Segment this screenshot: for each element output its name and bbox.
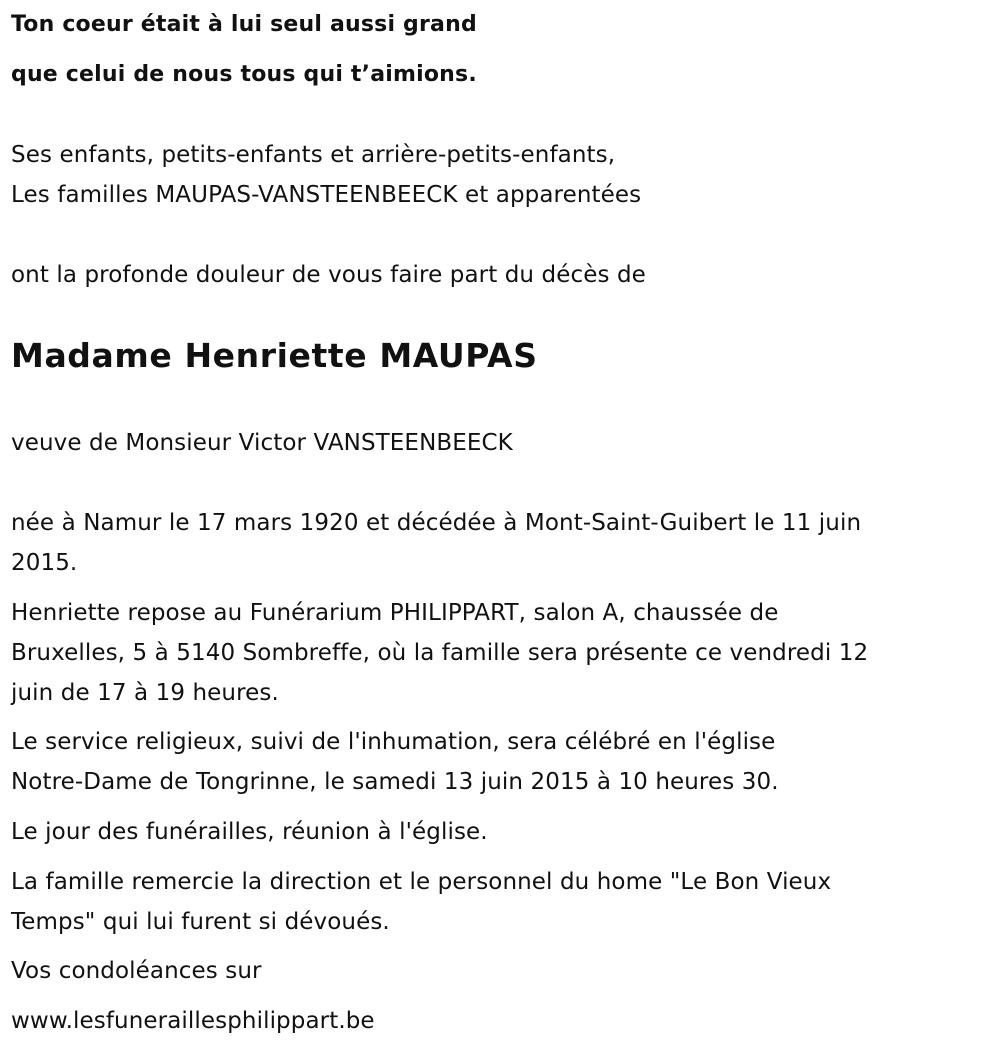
family-line-1: Ses enfants, petits-enfants et arrière-petits-enfants,	[11, 142, 616, 168]
service-line-1: Le service religieux, suivi de l'inhumation, sera célébré en l'église	[11, 729, 776, 755]
birth-death-line-2: 2015.	[11, 550, 78, 576]
repose-line-3: juin de 17 à 19 heures.	[11, 680, 279, 706]
repose-line-1: Henriette repose au Funérarium PHILIPPART, salon A, chaussée de	[11, 600, 779, 626]
thanks-line-1: La famille remercie la direction et le personnel du home "Le Bon Vieux	[11, 869, 832, 895]
condolences-website: www.lesfuneraillesphilippart.be	[11, 1008, 375, 1034]
birth-death-line-1: née à Namur le 17 mars 1920 et décédée à Mont-Saint-Guibert le 11 juin	[11, 510, 862, 536]
service-line-2: Notre-Dame de Tongrinne, le samedi 13 juin 2015 à 10 heures 30.	[11, 769, 779, 795]
family-line-2: Les familles MAUPAS-VANSTEENBEECK et apparentées	[11, 182, 642, 208]
announcement-text: ont la profonde douleur de vous faire part du décès de	[11, 262, 646, 288]
repose-line-2: Bruxelles, 5 à 5140 Sombreffe, où la famille sera présente ce vendredi 12	[11, 640, 869, 666]
widow-of-text: veuve de Monsieur Victor VANSTEENBEECK	[11, 430, 513, 456]
thanks-line-2: Temps" qui lui furent si dévoués.	[11, 909, 390, 935]
meeting-text: Le jour des funérailles, réunion à l'église.	[11, 819, 488, 845]
epigraph-line-2: que celui de nous tous qui t’aimions.	[11, 62, 477, 87]
deceased-name: Madame Henriette MAUPAS	[11, 336, 538, 375]
epigraph-line-1: Ton coeur était à lui seul aussi grand	[11, 12, 477, 37]
condolences-label: Vos condoléances sur	[11, 958, 262, 984]
